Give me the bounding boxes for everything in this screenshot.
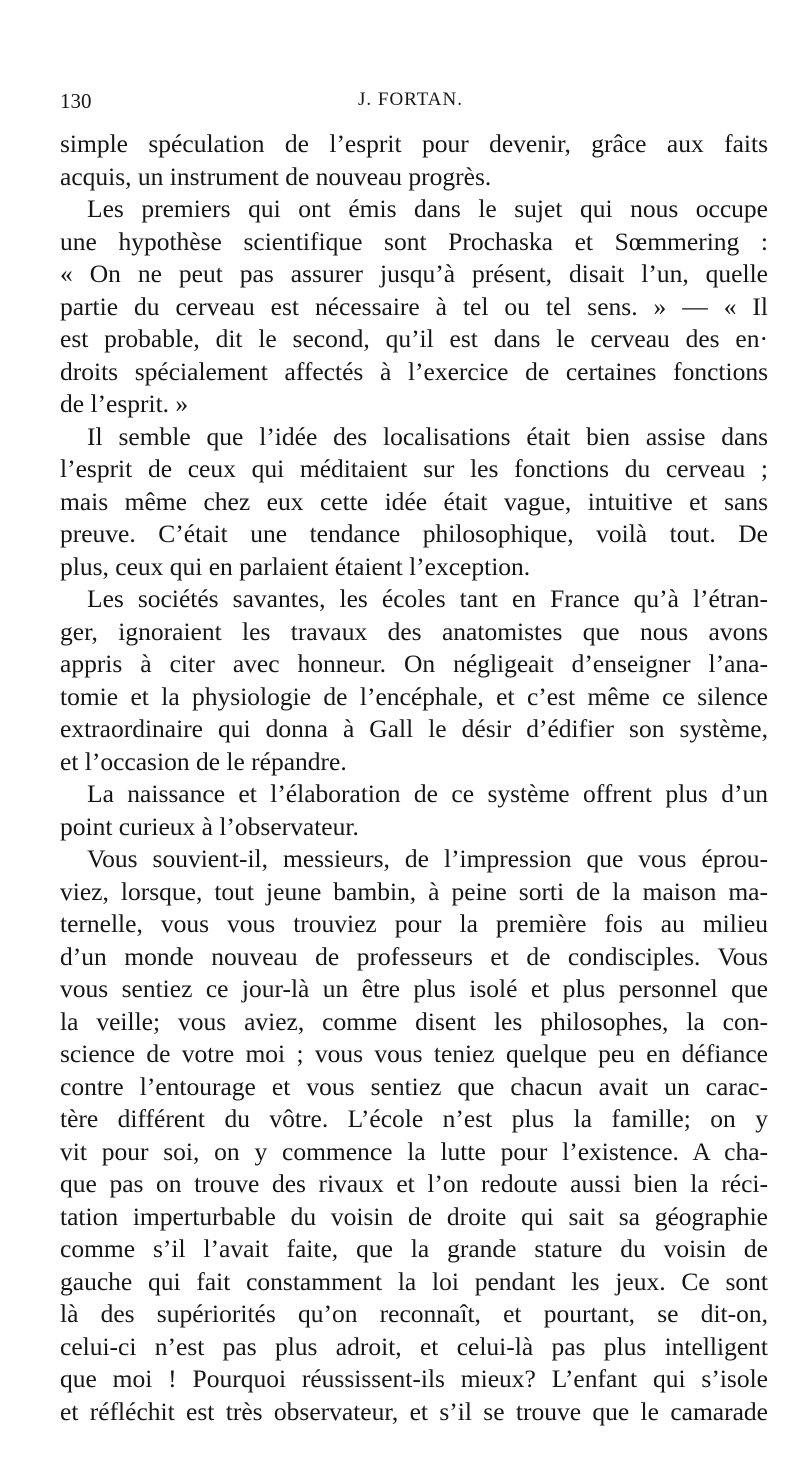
running-header bbox=[0, 89, 800, 119]
text-line: simple spéculation de l’esprit pour devenir, grâce aux faits bbox=[60, 129, 768, 158]
text-line: appris à citer avec honneur. On négligeait d’enseigner l’ana- bbox=[60, 649, 768, 678]
text-line: tomie et la physiologie de l’encéphale, et c’est même ce silence bbox=[60, 681, 768, 711]
text-line: partie du cerveau est nécessaire à tel ou tel sens. » — « Il bbox=[60, 291, 768, 321]
text-line: ternelle, vous vous trouviez pour la première fois au milieu bbox=[60, 909, 768, 938]
text-line: point curieux à l’observateur. bbox=[60, 811, 359, 841]
text-line: Les premiers qui ont émis dans le sujet qui nous occupe bbox=[87, 194, 768, 223]
text-line: une hypothèse scientifique sont Prochaska et Sœmmering : bbox=[60, 226, 768, 256]
text-line: tère différent du vôtre. L’école n’est plus la famille; on y bbox=[60, 1104, 768, 1133]
text-line: contre l’entourage et vous sentiez que chacun avait un carac- bbox=[60, 1071, 768, 1101]
page-number: 130 bbox=[60, 89, 92, 113]
text-line: et l’occasion de le répandre. bbox=[60, 746, 347, 776]
text-line: que moi ! Pourquoi réussissent-ils mieux? L’enfant qui s’isole bbox=[60, 1364, 768, 1393]
text-line: science de votre moi ; vous vous teniez quelque peu en défiance bbox=[60, 1039, 768, 1068]
text-line: gauche qui fait constamment la loi pendant les jeux. Ce sont bbox=[60, 1266, 768, 1296]
text-line: « On ne peut pas assurer jusqu’à présent, disait l’un, quelle bbox=[60, 259, 768, 288]
text-line: preuve. C’était une tendance philosophique, voilà tout. De bbox=[60, 519, 768, 548]
text-line: que pas on trouve des rivaux et l’on redoute aussi bien la réci- bbox=[60, 1169, 768, 1198]
text-line: La naissance et l’élaboration de ce système offrent plus d’un bbox=[87, 779, 768, 808]
text-line: acquis, un instrument de nouveau progrès. bbox=[60, 161, 492, 191]
text-line: tation imperturbable du voisin de droite qui sait sa géographie bbox=[60, 1201, 768, 1231]
text-line: extraordinaire qui donna à Gall le désir d’édifier son système, bbox=[60, 714, 768, 743]
text-line: et réfléchit est très observateur, et s’il se trouve que le camarade bbox=[60, 1396, 768, 1426]
text-line: mais même chez eux cette idée était vague, intuitive et sans bbox=[60, 486, 768, 516]
text-line: celui-ci n’est pas plus adroit, et celui-là pas plus intelligent bbox=[60, 1331, 768, 1361]
text-line: Les sociétés savantes, les écoles tant en France qu’à l’étran- bbox=[87, 584, 768, 613]
text-line: Il semble que l’idée des localisations était bien assise dans bbox=[87, 421, 768, 451]
text-line: là des supériorités qu’on reconnaît, et pourtant, se dit-on, bbox=[60, 1299, 768, 1328]
text-line: d’un monde nouveau de professeurs et de condisciples. Vous bbox=[60, 941, 768, 971]
text-line: l’esprit de ceux qui méditaient sur les fonctions du cerveau ; bbox=[60, 454, 768, 483]
text-line: comme s’il l’avait faite, que la grande stature du voisin de bbox=[60, 1234, 768, 1263]
text-line: vit pour soi, on y commence la lutte pour l’existence. A cha- bbox=[60, 1136, 768, 1166]
text-line: la veille; vous aviez, comme disent les philosophes, la con- bbox=[60, 1006, 768, 1036]
text-line: ger, ignoraient les travaux des anatomistes que nous avons bbox=[60, 616, 768, 646]
text-line: droits spécialement affectés à l’exercice de certaines fonctions bbox=[60, 356, 768, 386]
body-text bbox=[60, 128, 768, 1428]
running-head-author: J. FORTAN. bbox=[358, 89, 463, 110]
text-line: viez, lorsque, tout jeune bambin, à peine sorti de la maison ma- bbox=[60, 876, 768, 906]
text-line: de l’esprit. » bbox=[60, 389, 189, 418]
text-line: plus, ceux qui en parlaient étaient l’exception. bbox=[60, 551, 531, 581]
text-line: Vous souvient-il, messieurs, de l’impression que vous éprou- bbox=[87, 844, 768, 873]
text-line: vous sentiez ce jour-là un être plus isolé et plus personnel que bbox=[60, 974, 768, 1003]
text-line: est probable, dit le second, qu’il est dans le cerveau des en· bbox=[60, 324, 768, 353]
